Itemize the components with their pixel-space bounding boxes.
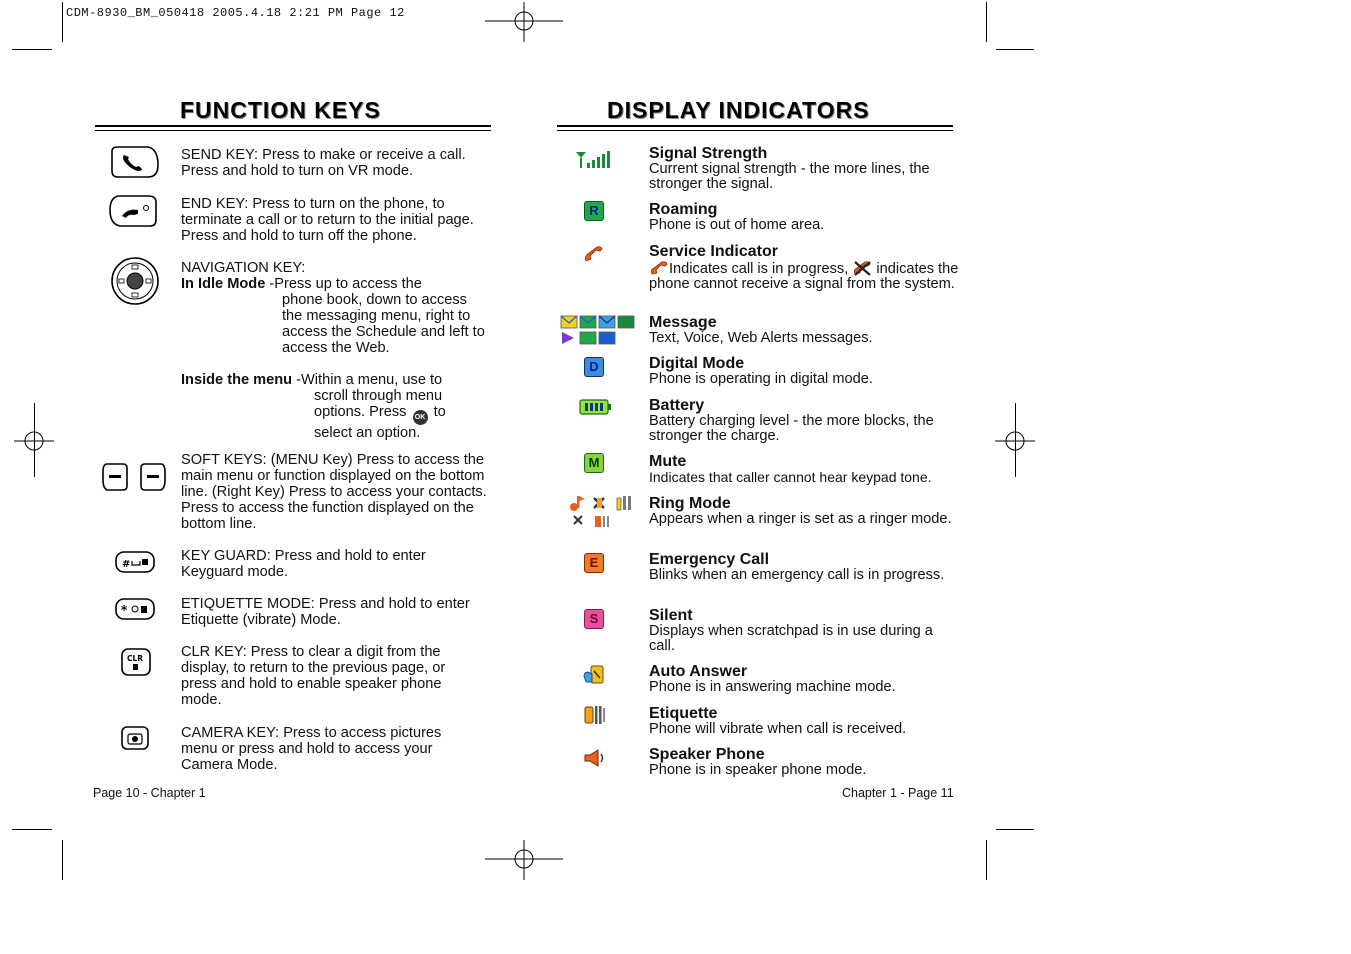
indicator-ring-mode [649,496,959,527]
battery-icon [578,398,612,416]
auto-answer-icon [582,664,606,686]
right-soft-key-icon [139,462,167,492]
indicator-desc [649,260,959,291]
title-rule-left-thin [95,130,491,131]
indicator-title: Mute [649,453,687,470]
indicator-desc: Battery charging level - the more blocks, the stronger the charge. [649,413,934,444]
registration-mark-top [485,0,565,44]
inside-menu-text-first: -Within a menu, use to [296,372,443,388]
indicator-desc: Phone is operating in digital mode. [649,371,873,387]
key-guard-text: KEY GUARD: Press and hold to enter Keyguard mode. [181,548,426,580]
indicator-etiquette [649,706,959,737]
signal-strength-icon [575,150,613,170]
idle-mode-text-first: -Press up to access the [269,276,422,292]
indicator-title: Roaming [649,201,718,218]
display-indicators-title: DISPLAY INDICATORS [607,97,870,123]
etiquette-mode-text: ETIQUETTE MODE: Press and hold to enter Etiquette (vibrate) Mode. [181,596,470,628]
indicator-title: Service Indicator [649,243,778,260]
idle-mode-text-rest: phone book, down to access the messaging menu, right to access the Schedule and left to access the Web. [282,292,485,356]
indicator-desc: Text, Voice, Web Alerts messages. [649,330,873,346]
indicator-desc: Phone is out of home area. [649,217,825,233]
idle-mode-label: In Idle Mode [181,276,266,292]
send-key-text: SEND KEY: Press to make or receive a call. Press and hold to turn on VR mode. [181,147,466,179]
registration-mark-bottom [485,838,565,882]
indicator-desc: Appears when a ringer is set as a ringer mode. [649,511,952,527]
right-page-footer: Chapter 1 - Page 11 [842,786,954,800]
inside-menu-text-2: scroll through menu [314,388,443,404]
indicator-title: Auto Answer [649,663,748,680]
indicator-title: Battery [649,397,705,414]
indicator-roaming [649,202,959,233]
ok-key-icon: OK [413,410,428,425]
indicator-title: Etiquette [649,705,718,722]
clr-key-icon [120,647,152,677]
digital-mode-icon: D [584,357,604,377]
indicator-title: Silent [649,607,693,624]
indicator-mute [649,454,959,485]
roaming-icon: R [584,201,604,221]
indicator-title: Message [649,314,717,331]
indicator-speaker-phone [649,747,959,778]
indicator-auto-answer [649,664,959,695]
indicator-desc: Phone will vibrate when call is received. [649,721,907,737]
inside-menu-text-3b: to [433,404,446,420]
left-soft-key-icon [101,462,129,492]
title-rule-left [95,125,491,127]
call-in-progress-icon [583,245,605,265]
indicator-signal-strength [649,146,959,191]
indicator-battery [649,398,959,443]
indicator-desc: Current signal strength - the more lines, the stronger the signal. [649,161,930,192]
indicator-message [649,315,959,346]
indicator-title: Speaker Phone [649,746,765,763]
svg-text:CLR: CLR [127,654,144,663]
ring-mode-icons [568,494,638,530]
indicator-desc: Blinks when an emergency call is in progress. [649,567,945,583]
navigation-key-heading: NAVIGATION KEY: [181,260,306,276]
inside-menu-text-4: select an option. [314,425,421,441]
end-key-icon [108,194,160,228]
call-in-progress-icon [649,260,669,276]
soft-keys-text: SOFT KEYS: (MENU Key) Press to access the main menu or function displayed on the bottom line. (Right Key) Press to access your contacts. Press to access the function displayed on the bottom line. [181,452,487,532]
send-key-icon [108,145,160,179]
service-desc-a: Indicates call is in progress, [669,261,849,277]
indicator-title: Ring Mode [649,495,731,512]
print-header: CDM-8930_BM_050418 2005.4.18 2:21 PM Page 12 [66,6,405,20]
speaker-phone-icon [583,748,607,768]
etiquette-key-icon [114,596,156,622]
indicator-title: Emergency Call [649,551,770,568]
indicator-emergency-call [649,552,959,583]
title-rule-right-thin [557,130,953,131]
registration-mark-right [995,420,1037,462]
silent-icon: S [584,609,604,629]
camera-key-text: CAMERA KEY: Press to access pictures menu or press and hold to access your Camera Mode. [181,725,442,773]
indicator-title: Signal Strength [649,145,768,162]
svg-text:#: # [122,559,131,570]
title-rule-right [557,125,953,127]
function-keys-title: FUNCTION KEYS [180,97,381,123]
registration-mark-left [14,420,56,462]
indicator-desc: Displays when scratchpad is in use during a call. [649,623,933,654]
key-guard-icon [114,549,156,575]
navigation-key-icon [110,256,160,306]
service-desc-b: indicates the phone cannot receive a signal from the system. [649,261,959,292]
svg-text:*: * [121,603,128,617]
inside-menu-text-3a: options. Press [314,404,407,420]
indicator-desc: Phone is in answering machine mode. [649,679,896,695]
indicator-title: Digital Mode [649,355,745,372]
etiquette-icon [583,704,607,726]
mute-icon: M [584,453,604,473]
left-page-footer: Page 10 - Chapter 1 [93,786,206,800]
message-icons [560,315,636,347]
indicator-desc: Indicates that caller cannot hear keypad tone. [649,469,932,485]
no-service-icon [852,260,872,276]
camera-key-icon [120,724,150,752]
indicator-digital-mode [649,356,959,387]
end-key-text: END KEY: Press to turn on the phone, to terminate a call or to return to the initial page. Press and hold to turn off the phone. [181,196,474,244]
clr-key-text: CLR KEY: Press to clear a digit from the display, to return to the previous page, or press and hold to enable speaker phone mode. [181,644,446,708]
indicator-silent [649,608,959,653]
navigation-key-text [181,260,491,441]
inside-menu-label: Inside the menu [181,372,293,388]
emergency-call-icon: E [584,553,604,573]
indicator-desc: Phone is in speaker phone mode. [649,762,867,778]
indicator-service [649,244,959,291]
